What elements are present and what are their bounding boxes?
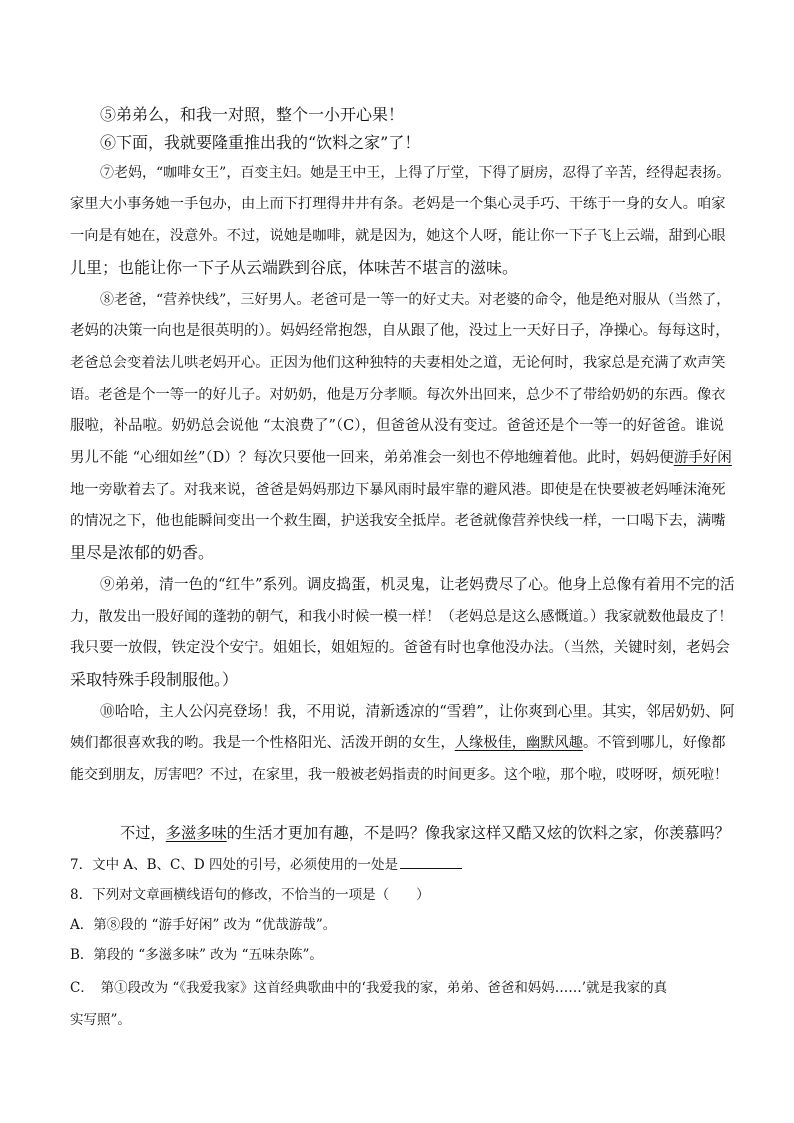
paragraph-9-line-1: ⑨弟弟，清一色的“红牛”系列。调皮捣蛋，机灵鬼，让老妈费尽了心。他身上总像有着用不完的活 xyxy=(100,576,735,593)
paragraph-8-line-7: 地一旁歇着去了。对我来说，爸爸是妈妈那边下暴风雨时最牢靠的避风港。即使是在快要被老妈唾沫淹死 xyxy=(70,482,726,498)
underlined-phrase: 人缘极佳，幽默风趣 xyxy=(454,735,584,751)
paragraph-10-line-3: 能交到朋友，厉害吧？不过，在家里，我一般被老妈指责的时间更多。这个啦，那个啦，哎呀呀，烦死啦！ xyxy=(70,767,728,783)
paragraph-7-line-3: 一向是有她在，没意外。不过，说她是咖啡，就是因为，她这个人呀，能让你一下子飞上云端，甜到心眼 xyxy=(70,228,726,244)
paragraph-5: ⑤弟弟么，和我一对照，整个一小开心果！ xyxy=(100,105,405,124)
paragraph-8-line-2: 老妈的决策一向也是很英明的）。妈妈经常抱怨，自从跟了他，没过上一天好日子，净操心。每每这时， xyxy=(70,323,730,339)
text-segment: 姨们都很喜欢我的哟。我是一个性格阳光、活泼开朗的女生， xyxy=(70,735,455,751)
underlined-phrase: 游手好闲 xyxy=(673,450,732,466)
question-7 xyxy=(0,854,794,875)
paragraph-8-line-1: ⑧老爸，“营养快线”，三好男人。老爸可是一等一的好丈夫。对老婆的命令，他是绝对服从（当然了， xyxy=(100,292,731,308)
option-a: A．第⑧段的 “游手好闲” 改为 “优哉游哉”。 xyxy=(70,917,337,933)
paragraph-8-line-6 xyxy=(0,448,794,468)
paragraph-8-line-4: 语。老爸是个一等一的好儿子。对奶奶，他是万分孝顺。每次外出回来，总少不了带给奶奶的东西。像衣 xyxy=(70,387,726,403)
option-c-line-1: C． 第①段改为 “《我爱我家》这首经典歌曲中的‘我爱我的家，弟弟、爸爸和妈妈……’就是我家的真 xyxy=(70,980,668,996)
paragraph-10-line-1: ⑩哈哈，主人公闪亮登场！我，不用说，清新透凉的“雪碧”，让你爽到心里。其实，邻居奶奶、阿 xyxy=(100,703,735,720)
text-segment: 。不管到哪儿，好像都 xyxy=(583,735,726,751)
paragraph-9-line-3: 我只要一放假，铁定没个安宁。姐姐长，姐姐短的。爸爸有时也拿他没办法。（当然，关键时刻，老妈会 xyxy=(70,640,730,656)
paragraph-7-line-1: ⑦老妈，“咖啡女王”，百变主妇。她是王中王，上得了厅堂，下得了厨房，忍得了辛苦，经得起表扬。 xyxy=(100,165,731,181)
option-c-line-2: 实写照”。 xyxy=(70,1012,131,1028)
paragraph-8-line-8: 的情况之下，他也能瞬间变出一个救生圈，护送我安全抵岸。老爸就像营养快线一样，一口喝下去，满嘴 xyxy=(70,513,726,529)
text-segment: 不过， xyxy=(120,824,166,842)
paragraph-6: ⑥下面，我就要隆重推出我的“饮料之家”了！ xyxy=(100,133,421,152)
question-8: 8．下列对文章画横线语句的修改，不恰当的一项是（ ） xyxy=(70,887,430,903)
paragraph-9-line-4: 采取特殊手段制服他。） xyxy=(70,670,239,689)
paragraph-7-line-4: 儿里；也能让你一下子从云端跌到谷底，体味苦不堪言的滋味。 xyxy=(70,258,519,277)
paragraph-8-line-3: 老爸总会变着法儿哄老妈开心。正因为他们这种独特的夫妻相处之道，无论何时，我家总是充满了欢声笑 xyxy=(70,355,726,371)
question-7-text: 7．文中 A、B、C、D 四处的引号，必须使用的一处是 xyxy=(70,857,398,873)
underlined-phrase: 多滋多味 xyxy=(165,824,227,842)
closing-paragraph xyxy=(0,823,794,843)
paragraph-7-line-2: 家里大小事务她一手包办，由上而下打理得井井有条。老妈是一个集心灵手巧、干练于一身的女人。咱家 xyxy=(70,196,726,212)
answer-blank[interactable] xyxy=(400,854,462,869)
option-b: B．第段的 “多滋多味” 改为 “五味杂陈”。 xyxy=(70,947,323,963)
paragraph-10-line-2 xyxy=(0,733,794,753)
paragraph-8-line-5: 服啦，补品啦。奶奶总会说他 “太浪费了”（C），但爸爸从没有变过。爸爸还是个一等一的好爸爸。谁说 xyxy=(70,418,725,434)
text-segment: 男儿不能 “心细如丝”（D）？每次只要他一回来，弟弟准会一刻也不停地缠着他。此时，妈妈便 xyxy=(70,450,674,466)
text-segment: 的生活才更加有趣，不是吗？像我家这样又酷又炫的饮料之家，你羡慕吗？ xyxy=(226,824,730,842)
paragraph-8-line-9: 里尽是浓郁的奶香。 xyxy=(70,543,215,562)
paragraph-9-line-2: 力，散发出一股好闻的蓬勃的朝气，和我小时候一模一样！（老妈总是这么感慨道。）我家就数他最皮了！ xyxy=(70,609,733,625)
